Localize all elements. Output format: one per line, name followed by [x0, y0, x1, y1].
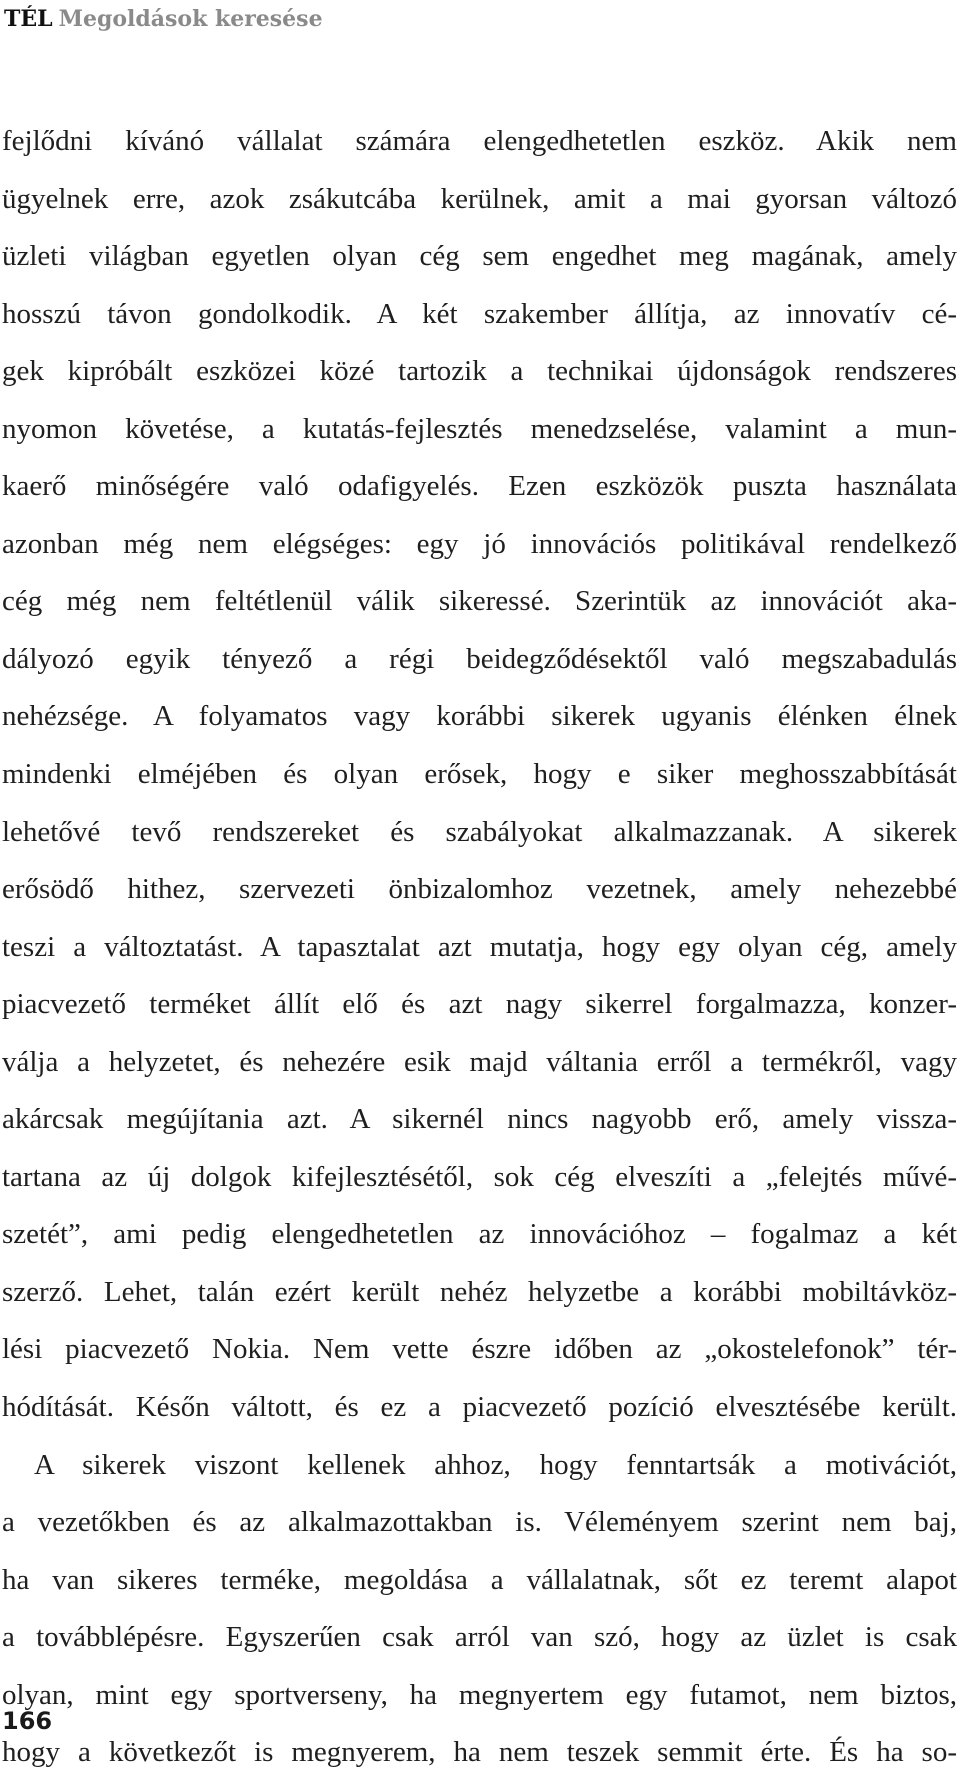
chapter-title: Megoldások keresése — [58, 6, 323, 32]
text-line: erősödő hithez, szervezeti önbizalomhoz vezetnek, amely nehezebbé — [2, 873, 957, 906]
text-line: piacvezető terméket állít elő és azt nagy sikerrel forgalmazza, konzer- — [2, 988, 957, 1021]
text-line: fejlődni kívánó vállalat számára elengedhetetlen eszköz. Akik nem — [2, 125, 957, 157]
text-line: gek kipróbált eszközei közé tartozik a technikai újdonságok rendszeres — [2, 355, 957, 388]
text-line: lési piacvezető Nokia. Nem vette észre időben az „okostelefonok” tér- — [2, 1333, 957, 1366]
text-line: hódítását. Későn váltott, és ez a piacvezető pozíció elvesztésébe került. — [2, 1391, 957, 1424]
text-line: ügyelnek erre, azok zsákutcába kerülnek, amit a mai gyorsan változó — [2, 182, 957, 215]
text-line: üzleti világban egyetlen olyan cég sem engedhet meg magának, amely — [2, 240, 957, 273]
text-line: azonban még nem elégséges: egy jó innovációs politikával rendelkező — [2, 527, 957, 560]
text-line: a vezetőkben és az alkalmazottakban is. Véleményem szerint nem baj, — [2, 1506, 957, 1539]
running-head — [4, 4, 323, 34]
text-line: dályozó egyik tényező a régi beidegződésektől való megszabadulás — [2, 642, 957, 675]
body-text — [2, 113, 957, 1782]
text-line: szerző. Lehet, talán ezért került nehéz helyzetbe a korábbi mobiltávköz- — [2, 1275, 957, 1308]
text-line: hogy a következőt is megnyerem, ha nem teszek semmit érte. És ha so- — [2, 1736, 957, 1769]
page-number: 166 — [2, 1707, 53, 1735]
text-line: A sikerek viszont kellenek ahhoz, hogy fenntartsák a motivációt, — [34, 1448, 957, 1481]
text-line: ha van sikeres terméke, megoldása a vállalatnak, sőt ez teremt alapot — [2, 1563, 957, 1596]
paragraph-1 — [2, 113, 957, 1437]
text-line: a továbblépésre. Egyszerűen csak arról van szó, hogy az üzlet is csak — [2, 1621, 957, 1654]
text-line: tartana az új dolgok kifejlesztésétől, sok cég elveszíti a „felejtés művé- — [2, 1160, 957, 1193]
text-line: teszi a változtatást. A tapasztalat azt mutatja, hogy egy olyan cég, amely — [2, 930, 957, 963]
text-line: nehézsége. A folyamatos vagy korábbi sikerek ugyanis élénken élnek — [2, 700, 957, 733]
text-line: hosszú távon gondolkodik. A két szakember állítja, az innovatív cé- — [2, 297, 957, 330]
chapter-label: TÉL — [4, 6, 53, 32]
text-line: olyan, mint egy sportverseny, ha megnyertem egy futamot, nem biztos, — [2, 1678, 957, 1711]
text-line: válja a helyzetet, és nehezére esik majd váltania erről a termékről, vagy — [2, 1045, 957, 1078]
text-line: cég még nem feltétlenül válik sikeressé. Szerintük az innovációt aka- — [2, 585, 957, 618]
text-line: szetét”, ami pedig elengedhetetlen az innovációhoz – fogalmaz a két — [2, 1218, 957, 1251]
paragraph-2 — [2, 1437, 957, 1782]
text-line: kaerő minőségére való odafigyelés. Ezen eszközök puszta használata — [2, 470, 957, 503]
text-line: nyomon követése, a kutatás-fejlesztés menedzselése, valamint a mun- — [2, 412, 957, 445]
text-line: lehetővé tevő rendszereket és szabályokat alkalmazzanak. A sikerek — [2, 815, 957, 848]
text-line: mindenki elméjében és olyan erősek, hogy e siker meghosszabbítását — [2, 758, 957, 791]
text-line: akárcsak megújítania azt. A sikernél nincs nagyobb erő, amely vissza- — [2, 1103, 957, 1136]
